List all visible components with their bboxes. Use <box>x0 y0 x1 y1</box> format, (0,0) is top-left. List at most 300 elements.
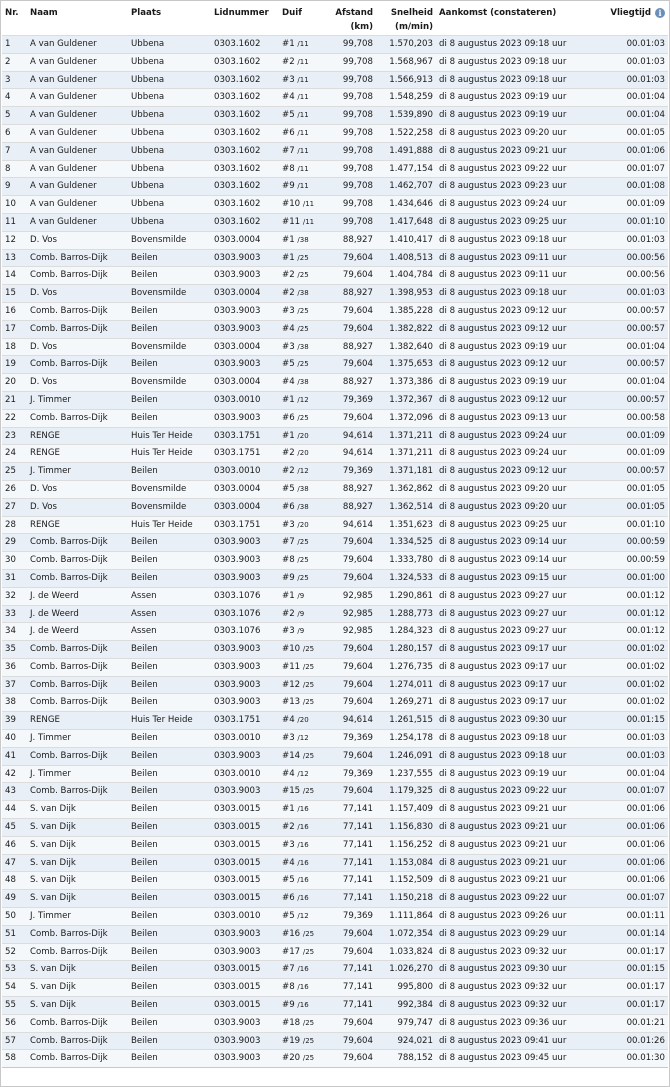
duif-number: #7 <box>282 964 295 975</box>
cell-naam: Comb. Barros-Dijk <box>27 551 128 569</box>
duif-total: /25 <box>297 324 309 333</box>
cell-snelheid: 1.398,953 <box>376 284 436 302</box>
cell-aankomst: di 8 augustus 2023 09:19 uur <box>436 765 602 783</box>
cell-naam: Comb. Barros-Dijk <box>27 640 128 658</box>
duif-total: /25 <box>302 645 315 654</box>
table-row[interactable] <box>2 409 668 427</box>
cell-nr: 6 <box>2 124 27 142</box>
table-row[interactable] <box>2 427 668 445</box>
table-row[interactable] <box>2 765 668 783</box>
cell-aankomst: di 8 augustus 2023 09:29 uur <box>436 925 602 943</box>
cell-plaats: Ubbena <box>128 195 211 213</box>
duif-number: #9 <box>282 181 295 192</box>
cell-vliegtijd: 00.00:58 <box>602 409 668 427</box>
table-row[interactable] <box>2 480 668 498</box>
table-row[interactable] <box>2 854 668 872</box>
cell-duif <box>279 88 327 106</box>
cell-snelheid: 995,800 <box>376 978 436 996</box>
cell-duif <box>279 925 327 943</box>
duif-number: #15 <box>282 786 301 797</box>
table-row[interactable] <box>2 391 668 409</box>
cell-vliegtijd: 00.01:04 <box>602 88 668 106</box>
cell-plaats: Huis Ter Heide <box>128 711 211 729</box>
header-lidnummer[interactable]: Lidnummer <box>211 6 279 20</box>
cell-duif <box>279 373 327 391</box>
table-row[interactable] <box>2 729 668 747</box>
cell-nr: 31 <box>2 569 27 587</box>
cell-vliegtijd: 00.01:17 <box>602 996 668 1014</box>
table-row[interactable] <box>2 640 668 658</box>
duif-number: #17 <box>282 946 301 957</box>
table-row[interactable] <box>2 925 668 943</box>
table-row[interactable] <box>2 1049 668 1068</box>
cell-plaats: Beilen <box>128 1032 211 1050</box>
cell-aankomst: di 8 augustus 2023 09:36 uur <box>436 1014 602 1032</box>
table-row[interactable] <box>2 35 668 53</box>
cell-snelheid: 1.372,367 <box>376 391 436 409</box>
cell-plaats: Beilen <box>128 889 211 907</box>
cell-aankomst: di 8 augustus 2023 09:25 uur <box>436 213 602 231</box>
cell-afstand: 77,141 <box>327 960 376 978</box>
table-row[interactable] <box>2 71 668 89</box>
table-row[interactable] <box>2 569 668 587</box>
duif-number: #20 <box>282 1053 301 1064</box>
table-row[interactable] <box>2 622 668 640</box>
cell-lidnummer: 0303.1602 <box>211 53 279 71</box>
cell-snelheid: 1.246,091 <box>376 747 436 765</box>
duif-number: #4 <box>282 857 295 868</box>
cell-vliegtijd: 00.00:57 <box>602 462 668 480</box>
cell-vliegtijd: 00.01:00 <box>602 569 668 587</box>
cell-afstand: 99,708 <box>327 53 376 71</box>
cell-duif <box>279 266 327 284</box>
results-table-container <box>2 6 668 1068</box>
cell-vliegtijd: 00.01:12 <box>602 622 668 640</box>
cell-nr: 51 <box>2 925 27 943</box>
table-row[interactable] <box>2 818 668 836</box>
cell-plaats: Beilen <box>128 871 211 889</box>
cell-afstand: 79,604 <box>327 302 376 320</box>
cell-duif <box>279 391 327 409</box>
duif-total: /25 <box>302 929 315 938</box>
cell-aankomst: di 8 augustus 2023 09:21 uur <box>436 871 602 889</box>
cell-aankomst: di 8 augustus 2023 09:25 uur <box>436 516 602 534</box>
cell-afstand: 99,708 <box>327 142 376 160</box>
table-row[interactable] <box>2 889 668 907</box>
cell-lidnummer: 0303.9003 <box>211 409 279 427</box>
cell-afstand: 94,614 <box>327 427 376 445</box>
table-row[interactable] <box>2 462 668 480</box>
header-duif[interactable]: Duif <box>279 6 327 20</box>
header-plaats[interactable]: Plaats <box>128 6 211 20</box>
cell-duif <box>279 996 327 1014</box>
duif-number: #4 <box>282 377 295 388</box>
table-row[interactable] <box>2 213 668 231</box>
table-row[interactable] <box>2 177 668 195</box>
duif-number: #10 <box>282 644 301 655</box>
header-empty <box>279 20 327 35</box>
cell-naam: S. van Dijk <box>27 800 128 818</box>
cell-afstand: 79,604 <box>327 1014 376 1032</box>
table-row[interactable] <box>2 302 668 320</box>
cell-naam: J. Timmer <box>27 907 128 925</box>
duif-number: #11 <box>282 216 301 227</box>
cell-nr: 48 <box>2 871 27 889</box>
cell-vliegtijd: 00.01:14 <box>602 925 668 943</box>
cell-plaats: Beilen <box>128 818 211 836</box>
cell-duif <box>279 320 327 338</box>
cell-duif <box>279 907 327 925</box>
table-row[interactable] <box>2 605 668 623</box>
table-row[interactable] <box>2 88 668 106</box>
cell-naam: J. Timmer <box>27 765 128 783</box>
table-row[interactable] <box>2 1032 668 1050</box>
cell-duif <box>279 676 327 694</box>
cell-duif <box>279 409 327 427</box>
duif-number: #12 <box>282 679 301 690</box>
table-row[interactable] <box>2 266 668 284</box>
table-row[interactable] <box>2 124 668 142</box>
cell-naam: D. Vos <box>27 231 128 249</box>
duif-number: #2 <box>282 822 295 833</box>
table-row[interactable] <box>2 195 668 213</box>
header-empty <box>436 20 602 35</box>
cell-snelheid: 1.152,509 <box>376 871 436 889</box>
cell-naam: A van Guldener <box>27 213 128 231</box>
cell-plaats: Beilen <box>128 462 211 480</box>
cell-vliegtijd: 00.01:04 <box>602 338 668 356</box>
cell-plaats: Beilen <box>128 907 211 925</box>
cell-lidnummer: 0303.0015 <box>211 836 279 854</box>
table-row[interactable] <box>2 711 668 729</box>
cell-aankomst: di 8 augustus 2023 09:19 uur <box>436 338 602 356</box>
cell-lidnummer: 0303.0004 <box>211 480 279 498</box>
cell-snelheid: 1.288,773 <box>376 605 436 623</box>
cell-plaats: Beilen <box>128 658 211 676</box>
cell-aankomst: di 8 augustus 2023 09:27 uur <box>436 605 602 623</box>
cell-afstand: 79,604 <box>327 266 376 284</box>
cell-vliegtijd: 00.01:05 <box>602 498 668 516</box>
cell-naam: Comb. Barros-Dijk <box>27 693 128 711</box>
cell-nr: 38 <box>2 693 27 711</box>
cell-snelheid: 1.276,735 <box>376 658 436 676</box>
cell-plaats: Ubbena <box>128 106 211 124</box>
table-row[interactable] <box>2 533 668 551</box>
header-afstand[interactable]: Afstand <box>327 6 376 20</box>
cell-lidnummer: 0303.0004 <box>211 284 279 302</box>
cell-duif <box>279 284 327 302</box>
cell-lidnummer: 0303.1076 <box>211 622 279 640</box>
cell-naam: Comb. Barros-Dijk <box>27 943 128 961</box>
cell-duif <box>279 480 327 498</box>
cell-plaats: Bovensmilde <box>128 338 211 356</box>
duif-total: /20 <box>297 520 309 529</box>
cell-nr: 2 <box>2 53 27 71</box>
duif-number: #2 <box>282 448 295 459</box>
table-row[interactable] <box>2 871 668 889</box>
cell-lidnummer: 0303.1076 <box>211 605 279 623</box>
cell-aankomst: di 8 augustus 2023 09:13 uur <box>436 409 602 427</box>
duif-number: #6 <box>282 893 295 904</box>
table-row[interactable] <box>2 160 668 178</box>
duif-total: /9 <box>297 627 305 636</box>
duif-total: /11 <box>302 200 315 209</box>
cell-nr: 42 <box>2 765 27 783</box>
duif-total: /25 <box>297 413 309 422</box>
cell-plaats: Bovensmilde <box>128 231 211 249</box>
cell-vliegtijd: 00.01:12 <box>602 605 668 623</box>
duif-number: #18 <box>282 1017 301 1028</box>
cell-duif <box>279 160 327 178</box>
cell-naam: J. Timmer <box>27 462 128 480</box>
table-row[interactable] <box>2 338 668 356</box>
header-snelheid[interactable]: Snelheid <box>376 6 436 20</box>
cell-plaats: Huis Ter Heide <box>128 444 211 462</box>
cell-naam: S. van Dijk <box>27 889 128 907</box>
cell-nr: 21 <box>2 391 27 409</box>
table-row[interactable] <box>2 1014 668 1032</box>
cell-vliegtijd: 00.01:15 <box>602 711 668 729</box>
header-aankomst[interactable]: Aankomst (constateren) <box>436 6 602 20</box>
cell-naam: S. van Dijk <box>27 996 128 1014</box>
cell-aankomst: di 8 augustus 2023 09:27 uur <box>436 587 602 605</box>
duif-total: /38 <box>297 484 309 493</box>
cell-vliegtijd: 00.01:02 <box>602 640 668 658</box>
cell-snelheid: 1.179,325 <box>376 782 436 800</box>
cell-vliegtijd: 00.01:15 <box>602 960 668 978</box>
cell-duif <box>279 747 327 765</box>
duif-total: /12 <box>297 395 309 404</box>
cell-vliegtijd: 00.01:07 <box>602 160 668 178</box>
cell-lidnummer: 0303.1602 <box>211 124 279 142</box>
cell-nr: 20 <box>2 373 27 391</box>
table-row[interactable] <box>2 747 668 765</box>
cell-vliegtijd: 00.01:03 <box>602 71 668 89</box>
cell-plaats: Ubbena <box>128 124 211 142</box>
cell-plaats: Bovensmilde <box>128 373 211 391</box>
cell-duif <box>279 498 327 516</box>
table-row[interactable] <box>2 106 668 124</box>
cell-aankomst: di 8 augustus 2023 09:24 uur <box>436 427 602 445</box>
cell-duif <box>279 177 327 195</box>
cell-aankomst: di 8 augustus 2023 09:21 uur <box>436 818 602 836</box>
cell-snelheid: 1.362,862 <box>376 480 436 498</box>
cell-aankomst: di 8 augustus 2023 09:19 uur <box>436 106 602 124</box>
cell-naam: Comb. Barros-Dijk <box>27 1014 128 1032</box>
cell-plaats: Bovensmilde <box>128 284 211 302</box>
cell-naam: RENGE <box>27 427 128 445</box>
cell-aankomst: di 8 augustus 2023 09:32 uur <box>436 996 602 1014</box>
duif-total: /11 <box>297 128 309 137</box>
cell-nr: 8 <box>2 160 27 178</box>
cell-afstand: 79,369 <box>327 729 376 747</box>
duif-total: /25 <box>297 271 309 280</box>
table-row[interactable] <box>2 782 668 800</box>
cell-naam: S. van Dijk <box>27 871 128 889</box>
cell-naam: A van Guldener <box>27 195 128 213</box>
table-row[interactable] <box>2 320 668 338</box>
table-row[interactable] <box>2 943 668 961</box>
table-row[interactable] <box>2 444 668 462</box>
cell-plaats: Beilen <box>128 302 211 320</box>
duif-number: #8 <box>282 555 295 566</box>
cell-lidnummer: 0303.9003 <box>211 782 279 800</box>
cell-aankomst: di 8 augustus 2023 09:17 uur <box>436 640 602 658</box>
cell-nr: 33 <box>2 605 27 623</box>
cell-afstand: 79,604 <box>327 320 376 338</box>
cell-naam: Comb. Barros-Dijk <box>27 1032 128 1050</box>
cell-nr: 37 <box>2 676 27 694</box>
cell-naam: A van Guldener <box>27 106 128 124</box>
duif-total: /38 <box>297 289 309 298</box>
table-row[interactable] <box>2 284 668 302</box>
cell-duif <box>279 533 327 551</box>
cell-nr: 41 <box>2 747 27 765</box>
duif-number: #8 <box>282 982 295 993</box>
table-row[interactable] <box>2 693 668 711</box>
header-nr[interactable]: Nr. <box>2 6 27 20</box>
cell-duif <box>279 658 327 676</box>
cell-lidnummer: 0303.0010 <box>211 391 279 409</box>
cell-afstand: 79,604 <box>327 782 376 800</box>
cell-aankomst: di 8 augustus 2023 09:12 uur <box>436 302 602 320</box>
cell-afstand: 99,708 <box>327 160 376 178</box>
table-row[interactable] <box>2 978 668 996</box>
header-empty <box>211 20 279 35</box>
cell-naam: S. van Dijk <box>27 854 128 872</box>
cell-snelheid: 1.375,653 <box>376 355 436 373</box>
cell-naam: RENGE <box>27 516 128 534</box>
cell-lidnummer: 0303.0015 <box>211 871 279 889</box>
cell-aankomst: di 8 augustus 2023 09:15 uur <box>436 569 602 587</box>
duif-number: #11 <box>282 661 301 672</box>
cell-naam: Comb. Barros-Dijk <box>27 266 128 284</box>
header-empty <box>2 20 27 35</box>
cell-afstand: 88,927 <box>327 480 376 498</box>
duif-total: /9 <box>297 609 305 618</box>
cell-naam: S. van Dijk <box>27 836 128 854</box>
cell-nr: 45 <box>2 818 27 836</box>
cell-lidnummer: 0303.0015 <box>211 996 279 1014</box>
cell-duif <box>279 729 327 747</box>
table-row[interactable] <box>2 676 668 694</box>
cell-lidnummer: 0303.9003 <box>211 533 279 551</box>
cell-duif <box>279 124 327 142</box>
cell-snelheid: 1.237,555 <box>376 765 436 783</box>
cell-aankomst: di 8 augustus 2023 09:30 uur <box>436 960 602 978</box>
cell-naam: J. Timmer <box>27 729 128 747</box>
cell-naam: Comb. Barros-Dijk <box>27 355 128 373</box>
table-row[interactable] <box>2 551 668 569</box>
cell-vliegtijd: 00.00:57 <box>602 355 668 373</box>
cell-snelheid: 1.382,640 <box>376 338 436 356</box>
cell-plaats: Beilen <box>128 800 211 818</box>
cell-naam: A van Guldener <box>27 160 128 178</box>
cell-vliegtijd: 00.01:11 <box>602 907 668 925</box>
cell-snelheid: 1.156,252 <box>376 836 436 854</box>
cell-plaats: Ubbena <box>128 142 211 160</box>
cell-naam: A van Guldener <box>27 142 128 160</box>
cell-vliegtijd: 00.00:57 <box>602 320 668 338</box>
cell-nr: 24 <box>2 444 27 462</box>
cell-plaats: Beilen <box>128 729 211 747</box>
duif-number: #1 <box>282 394 295 405</box>
cell-naam: Comb. Barros-Dijk <box>27 747 128 765</box>
cell-lidnummer: 0303.1602 <box>211 142 279 160</box>
cell-snelheid: 1.284,323 <box>376 622 436 640</box>
table-row[interactable] <box>2 587 668 605</box>
cell-snelheid: 1.274,011 <box>376 676 436 694</box>
cell-duif <box>279 711 327 729</box>
cell-snelheid: 1.290,861 <box>376 587 436 605</box>
cell-duif <box>279 213 327 231</box>
table-row[interactable] <box>2 658 668 676</box>
cell-aankomst: di 8 augustus 2023 09:18 uur <box>436 71 602 89</box>
info-icon[interactable]: i <box>655 8 665 18</box>
cell-snelheid: 1.568,967 <box>376 53 436 71</box>
cell-vliegtijd: 00.01:06 <box>602 800 668 818</box>
cell-plaats: Assen <box>128 605 211 623</box>
table-row[interactable] <box>2 516 668 534</box>
table-row[interactable] <box>2 960 668 978</box>
table-row[interactable] <box>2 355 668 373</box>
table-row[interactable] <box>2 142 668 160</box>
duif-total: /16 <box>297 858 309 867</box>
cell-naam: RENGE <box>27 444 128 462</box>
cell-snelheid: 1.491,888 <box>376 142 436 160</box>
table-row[interactable] <box>2 800 668 818</box>
header-vliegtijd[interactable] <box>602 6 668 20</box>
cell-vliegtijd: 00.01:09 <box>602 195 668 213</box>
cell-aankomst: di 8 augustus 2023 09:18 uur <box>436 231 602 249</box>
cell-snelheid: 1.382,822 <box>376 320 436 338</box>
cell-lidnummer: 0303.1076 <box>211 587 279 605</box>
cell-plaats: Beilen <box>128 640 211 658</box>
cell-vliegtijd: 00.01:03 <box>602 53 668 71</box>
duif-number: #4 <box>282 323 295 334</box>
table-row[interactable] <box>2 907 668 925</box>
cell-vliegtijd: 00.01:03 <box>602 231 668 249</box>
cell-vliegtijd: 00.01:04 <box>602 106 668 124</box>
cell-plaats: Beilen <box>128 943 211 961</box>
cell-vliegtijd: 00.01:09 <box>602 427 668 445</box>
cell-plaats: Ubbena <box>128 160 211 178</box>
cell-duif <box>279 978 327 996</box>
cell-snelheid: 1.417,648 <box>376 213 436 231</box>
table-row[interactable] <box>2 996 668 1014</box>
cell-plaats: Ubbena <box>128 177 211 195</box>
header-empty <box>128 20 211 35</box>
table-row[interactable] <box>2 498 668 516</box>
table-row[interactable] <box>2 836 668 854</box>
duif-total: /25 <box>302 1036 315 1045</box>
duif-number: #3 <box>282 839 295 850</box>
cell-lidnummer: 0303.0015 <box>211 800 279 818</box>
table-row[interactable] <box>2 231 668 249</box>
header-naam[interactable]: Naam <box>27 6 128 20</box>
cell-vliegtijd: 00.01:05 <box>602 480 668 498</box>
cell-vliegtijd: 00.01:02 <box>602 676 668 694</box>
table-row[interactable] <box>2 249 668 267</box>
cell-snelheid: 1.153,084 <box>376 854 436 872</box>
cell-naam: Comb. Barros-Dijk <box>27 1049 128 1068</box>
cell-naam: Comb. Barros-Dijk <box>27 409 128 427</box>
cell-lidnummer: 0303.9003 <box>211 266 279 284</box>
cell-vliegtijd: 00.01:12 <box>602 587 668 605</box>
table-row[interactable] <box>2 53 668 71</box>
table-row[interactable] <box>2 373 668 391</box>
cell-vliegtijd: 00.01:04 <box>602 373 668 391</box>
